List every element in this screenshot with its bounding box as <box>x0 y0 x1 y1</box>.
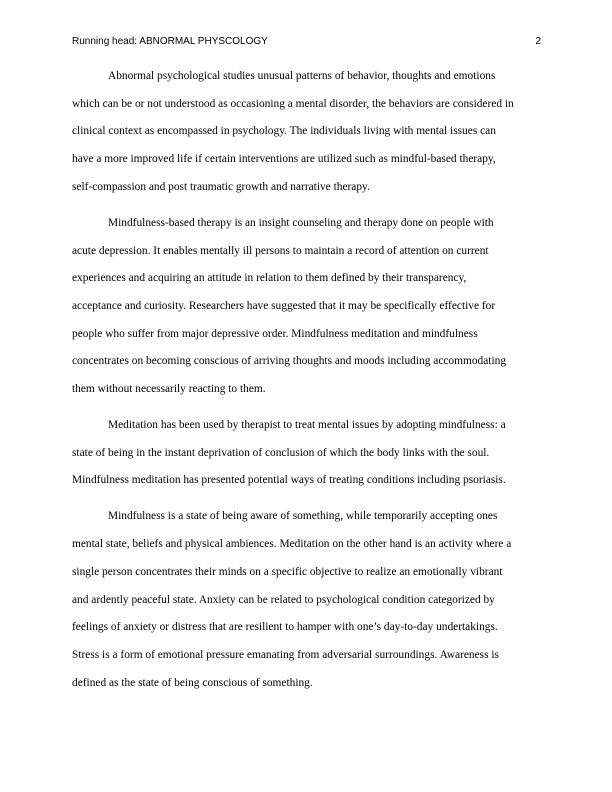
paragraph-line: self-compassion and post traumatic growth and narrative therapy. <box>72 180 370 193</box>
paragraph-line: Mindfulness-based therapy is an insight counseling and therapy done on people with <box>108 216 494 229</box>
paragraph-line: which can be or not understood as occasioning a mental disorder, the behaviors are considered in <box>72 97 514 110</box>
paragraph-line: Stress is a form of emotional pressure emanating from adversarial surroundings. Awareness is <box>72 648 499 661</box>
paragraph-line: people who suffer from major depressive order. Mindfulness meditation and mindfulness <box>72 327 478 340</box>
page-header <box>72 36 541 50</box>
paragraph-line: concentrates on becoming conscious of arriving thoughts and moods including accommodating <box>72 355 507 368</box>
paragraph-line: state of being in the instant deprivation of conclusion of which the body links with the soul. <box>72 446 490 459</box>
paragraph-line: them without necessarily reacting to them. <box>72 383 266 396</box>
paragraph-line: Mindfulness is a state of being aware of something, while temporarily accepting ones <box>108 510 498 523</box>
paragraph-line: Abnormal psychological studies unusual patterns of behavior, thoughts and emotions <box>108 70 496 82</box>
paragraph-line: feelings of anxiety or distress that are resilient to hamper with one’s day-to-day undertakings. <box>72 621 498 634</box>
paragraph-line: and ardently peaceful state. Anxiety can be related to psychological condition categorized by <box>72 593 495 606</box>
document-body <box>72 63 541 706</box>
paragraph-line: Mindfulness meditation has presented potential ways of treating conditions including psoriasis. <box>72 474 506 487</box>
paragraph-line: experiences and acquiring an attitude in relation to them defined by their transparency, <box>72 272 467 285</box>
running-head: Running head: ABNORMAL PHYSCOLOGY <box>72 36 268 47</box>
paragraph-3 <box>72 412 541 495</box>
paragraph-4 <box>72 503 541 697</box>
paragraph-line: have a more improved life if certain interventions are utilized such as mindful-based therapy, <box>72 153 496 166</box>
paragraph-line: defined as the state of being conscious of something. <box>72 676 313 689</box>
paragraph-line: mental state, beliefs and physical ambiences. Meditation on the other hand is an activity where a <box>72 538 512 551</box>
paragraph-line: Meditation has been used by therapist to treat mental issues by adopting mindfulness: a <box>108 419 506 432</box>
paragraph-line: single person concentrates their minds on a specific objective to realize an emotionally vibrant <box>72 565 503 578</box>
paragraph-line: clinical context as encompassed in psychology. The individuals living with mental issues can <box>72 125 496 138</box>
paragraph-line: acceptance and curiosity. Researchers have suggested that it may be specifically effective for <box>72 299 496 312</box>
page-number: 2 <box>535 36 541 47</box>
paragraph-line: acute depression. It enables mentally ill persons to maintain a record of attention on current <box>72 244 489 257</box>
paragraph-1 <box>72 63 541 202</box>
paragraph-2 <box>72 210 541 404</box>
